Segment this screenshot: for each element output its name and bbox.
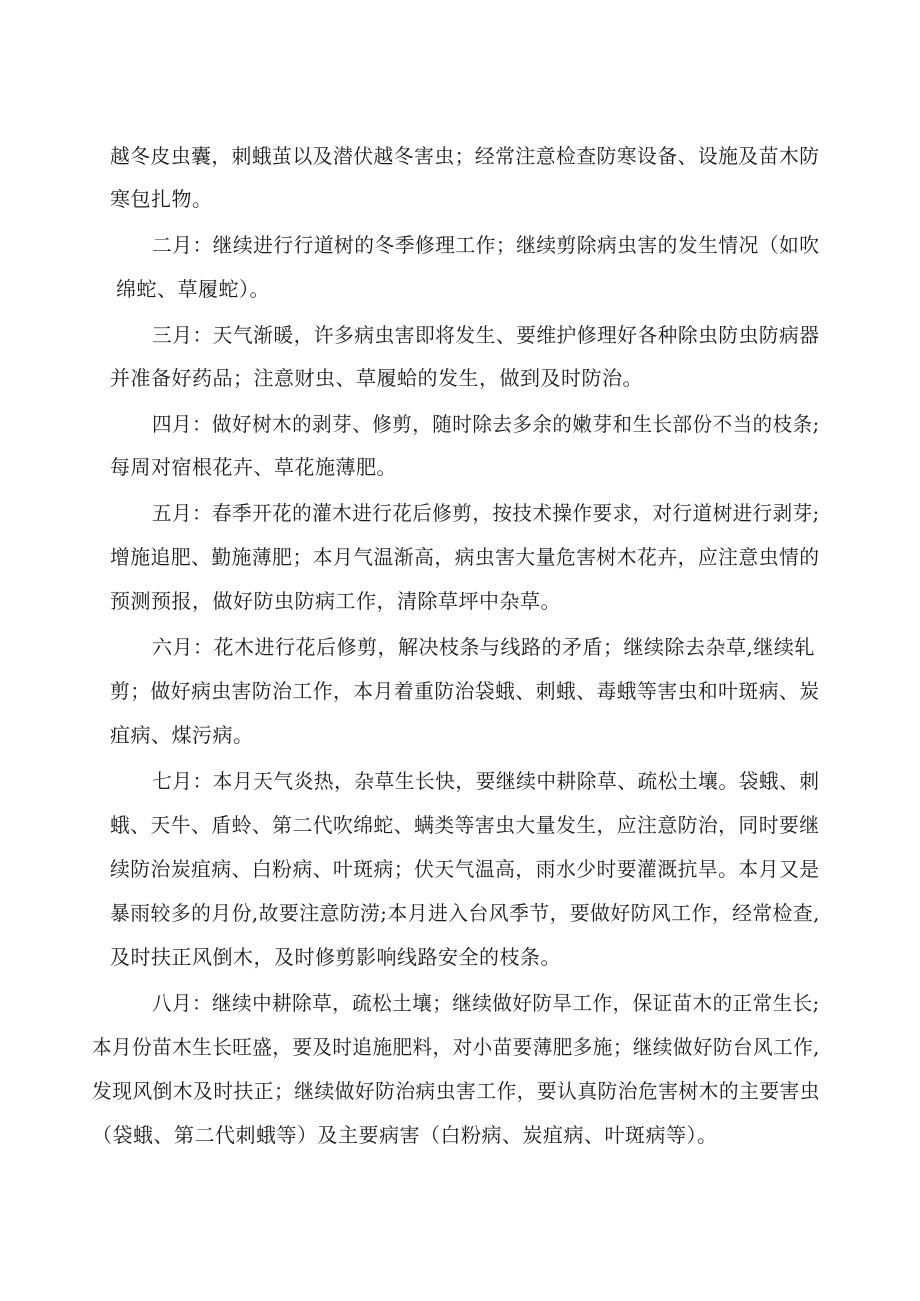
text-line: 五月：春季开花的灌木进行花后修剪，按技术操作要求，对行道树进行剥芽; — [152, 501, 820, 525]
text-line: 蛾、天牛、盾蛉、第二代吹绵蛇、螨类等害虫大量发生，应注意防治，同时要继 — [110, 813, 820, 837]
text-line: 每周对宿根花卉、草花施薄肥。 — [110, 455, 397, 479]
text-line: 绵蛇、草履蛇）。 — [116, 277, 270, 301]
text-line: 七月：本月天气炎热，杂草生长快，要继续中耕除草、疏松土壤。袋蛾、刺 — [152, 769, 820, 793]
text-line: 预测预报，做好防虫防病工作，清除草坪中杂草。 — [110, 589, 561, 613]
text-line: 发现风倒木及时扶正；继续做好防治病虫害工作，要认真防治危害树木的主要害虫 — [92, 1079, 820, 1103]
text-line: 本月份苗木生长旺盛，要及时追施肥料，对小苗要薄肥多施；继续做好防台风工作, — [92, 1035, 820, 1059]
text-line: 三月：天气渐暖，许多病虫害即将发生、要维护修理好各种除虫防虫防病器 — [152, 323, 820, 347]
text-line: 暴雨较多的月份,故要注意防涝;本月进入台风季节，要做好防风工作，经常检查, — [110, 901, 820, 925]
text-line: 八月：继续中耕除草，疏松土壤；继续做好防旱工作，保证苗木的正常生长; — [152, 991, 820, 1015]
text-line: 疽病、煤污病。 — [110, 723, 254, 747]
text-line: 并准备好药品；注意财虫、草履蛤的发生，做到及时防治。 — [110, 366, 643, 390]
text-line: 剪；做好病虫害防治工作，本月着重防治袋蛾、刺蛾、毒蛾等害虫和叶斑病、炭 — [110, 679, 820, 703]
text-line: 增施追肥、勤施薄肥；本月气温渐高，病虫害大量危害树木花卉，应注意虫情的 — [110, 545, 820, 569]
text-line: 寒包扎物。 — [110, 187, 213, 211]
text-line: 越冬皮虫囊，刺蛾茧以及潜伏越冬害虫；经常注意检查防寒设备、设施及苗木防 — [110, 144, 820, 168]
text-line: 四月：做好树木的剥芽、修剪，随时除去多余的嫩芽和生长部份不当的枝条; — [152, 412, 820, 436]
text-line: 六月：花木进行花后修剪，解决枝条与线路的矛盾；继续除去杂草,继续轧 — [152, 635, 815, 659]
text-line: 及时扶正风倒木，及时修剪影响线路安全的枝条。 — [110, 945, 561, 969]
text-line: 续防治炭疽病、白粉病、叶斑病；伏天气温高，雨水少时要灌溉抗旱。本月又是 — [110, 857, 820, 881]
text-line: （袋蛾、第二代刺蛾等）及主要病害（白粉病、炭疽病、叶斑病等）。 — [92, 1123, 718, 1147]
text-line: 二月：继续进行行道树的冬季修理工作；继续剪除病虫害的发生情况（如吹 — [152, 233, 820, 257]
